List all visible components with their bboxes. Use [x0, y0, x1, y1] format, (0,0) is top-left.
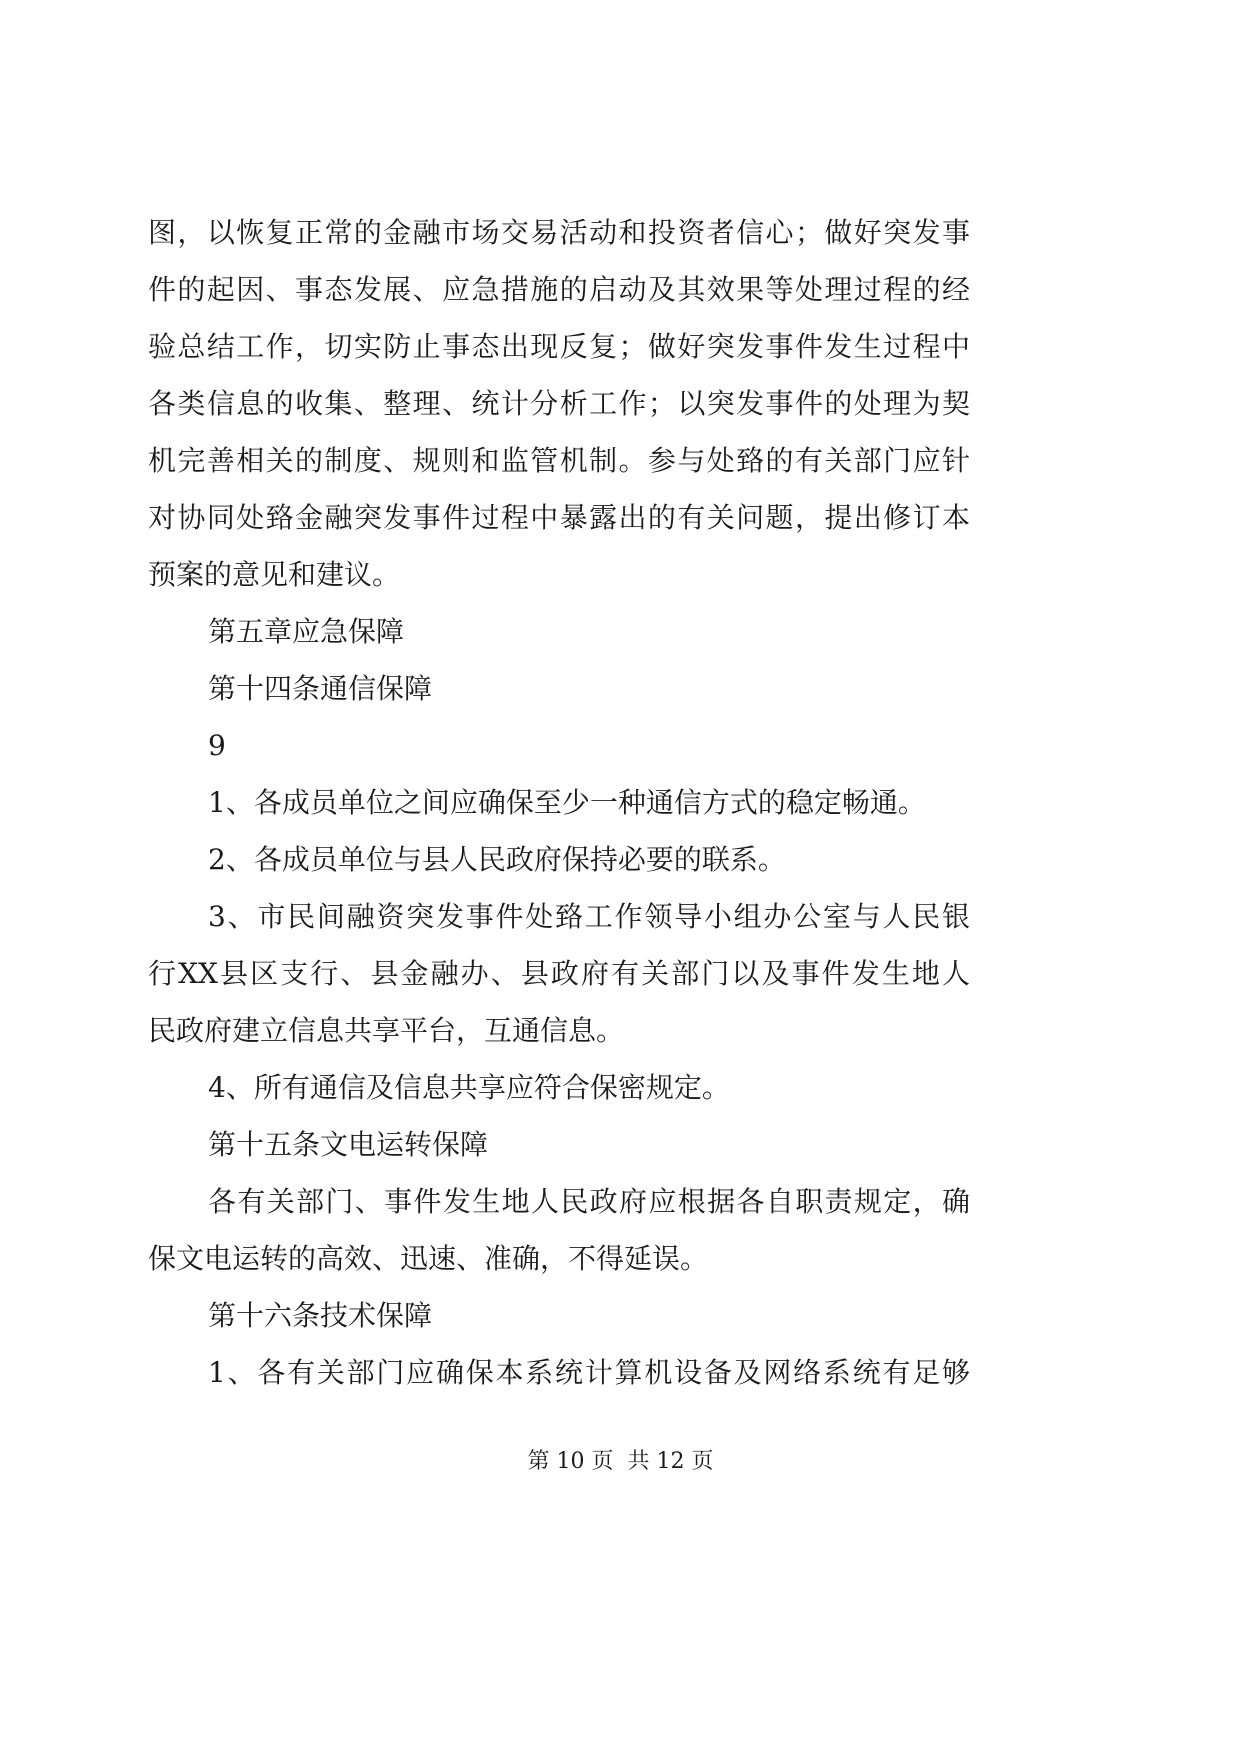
body-line: 件的起因、事态发展、应急措施的启动及其效果等处理过程的经 — [148, 273, 970, 306]
paragraph-line: 各有关部门、事件发生地人民政府应根据各自职责规定，确 — [208, 1185, 970, 1218]
list-item: 1、各成员单位之间应确保至少一种通信方式的稳定畅通。 — [208, 786, 926, 819]
chapter-heading: 第五章应急保障 — [208, 615, 405, 648]
body-line: 民政府建立信息共享平台，互通信息。 — [148, 1014, 625, 1047]
article-heading: 第十六条技术保障 — [208, 1299, 433, 1332]
document-body — [148, 204, 970, 1401]
page-footer: 第 10 页 共 12 页 — [527, 1449, 714, 1474]
body-line: 各类信息的收集、整理、统计分析工作；以突发事件的处理为契 — [148, 387, 970, 420]
article-heading: 第十四条通信保障 — [208, 672, 433, 705]
body-line: 保文电运转的高效、迅速、准确，不得延误。 — [148, 1242, 709, 1275]
body-line: 机完善相关的制度、规则和监管机制。参与处臵的有关部门应针 — [148, 444, 970, 477]
list-item: 1、各有关部门应确保本系统计算机设备及网络系统有足够 — [208, 1356, 970, 1389]
body-line: 行XX县区支行、县金融办、县政府有关部门以及事件发生地人 — [148, 957, 970, 990]
list-item: 2、各成员单位与县人民政府保持必要的联系。 — [208, 843, 786, 876]
body-line: 预案的意见和建议。 — [148, 558, 401, 591]
body-line: 对协同处臵金融突发事件过程中暴露出的有关问题，提出修订本 — [148, 501, 970, 534]
list-item: 4、所有通信及信息共享应符合保密规定。 — [208, 1071, 730, 1104]
inline-page-marker: 9 — [208, 729, 226, 762]
body-line: 图，以恢复正常的金融市场交易活动和投资者信心；做好突发事 — [148, 216, 970, 249]
list-item: 3、市民间融资突发事件处臵工作领导小组办公室与人民银 — [208, 900, 970, 933]
body-line: 验总结工作，切实防止事态出现反复；做好突发事件发生过程中 — [148, 330, 970, 363]
article-heading: 第十五条文电运转保障 — [208, 1128, 489, 1161]
